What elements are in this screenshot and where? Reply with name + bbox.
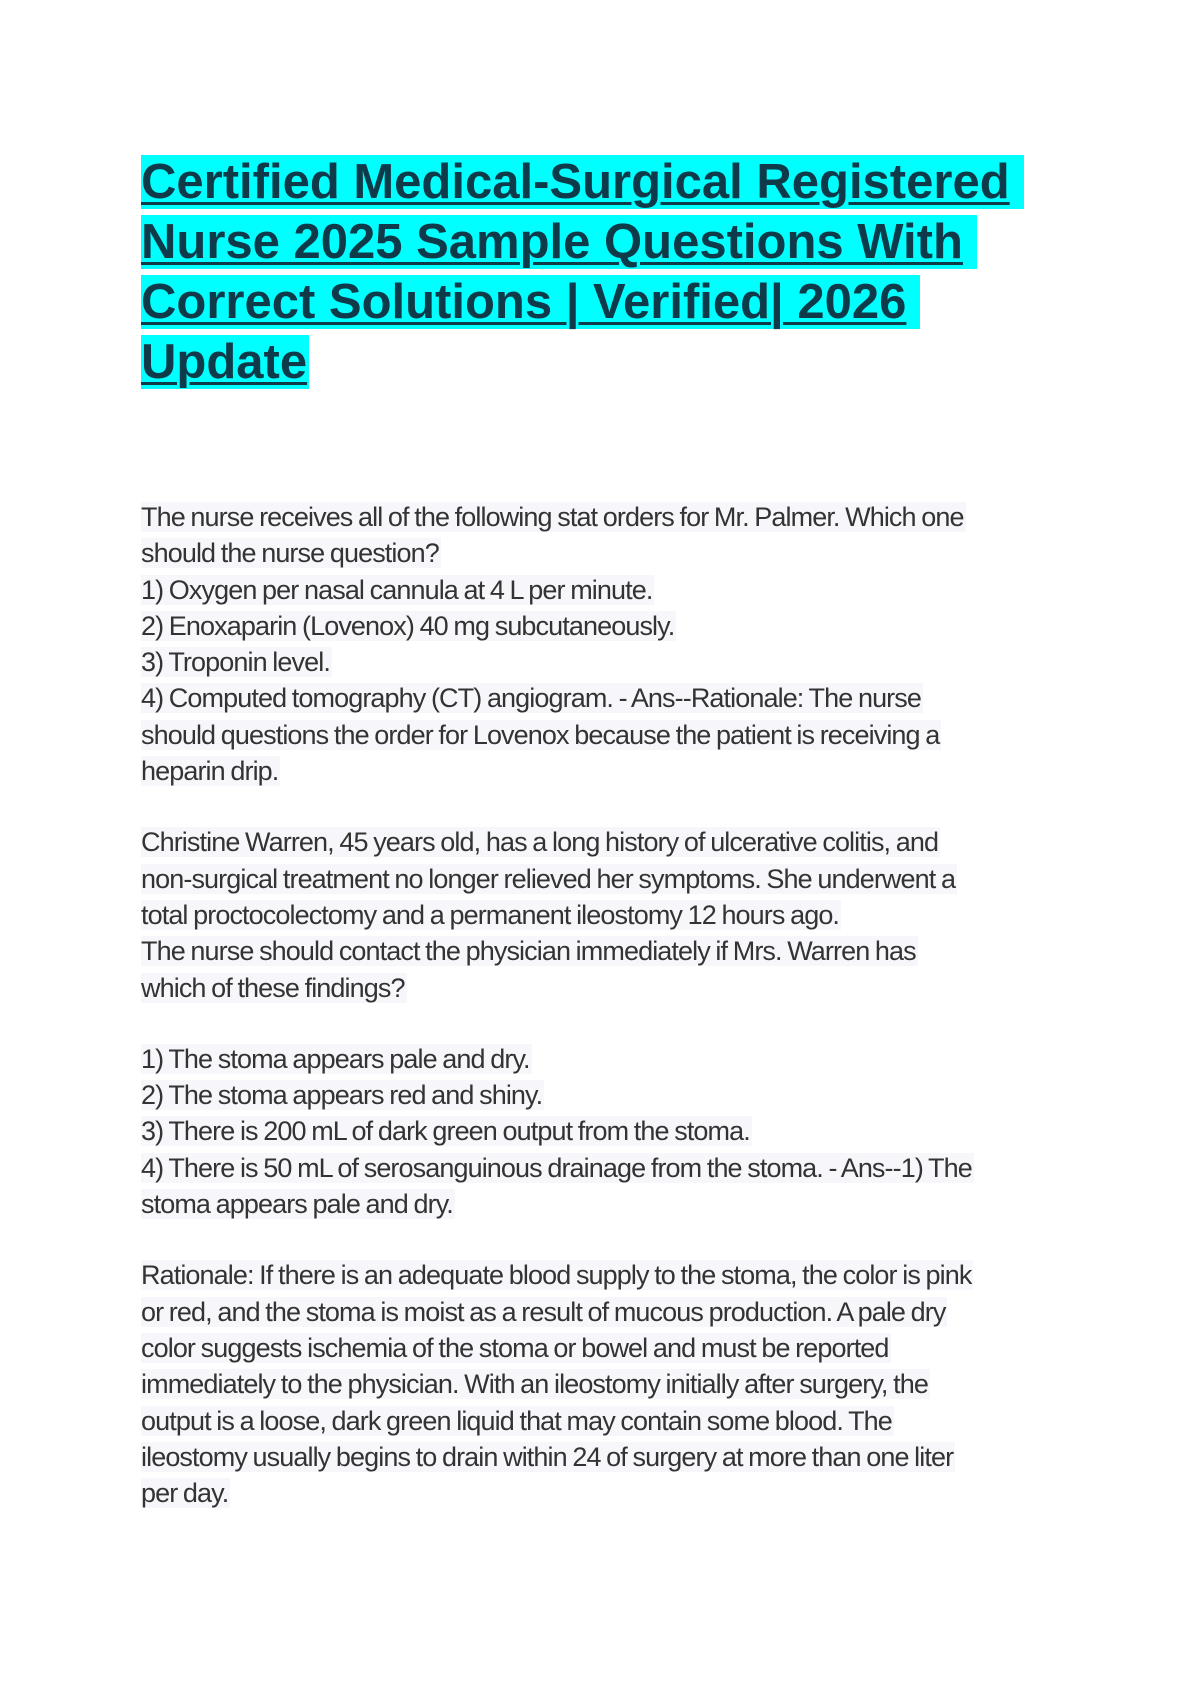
answer-option: 2) Enoxaparin (Lovenox) 40 mg subcutaneously.	[141, 610, 675, 641]
question-line: The nurse receives all of the following stat orders for Mr. Palmer. Which one	[141, 502, 964, 532]
question-1	[141, 499, 1081, 789]
title-line: Correct Solutions | Verified| 2026	[141, 272, 1021, 332]
paragraph-gap	[141, 1222, 1081, 1257]
title-line: Nurse 2025 Sample Questions With	[141, 212, 1021, 272]
rationale-line: color suggests ischemia of the stoma or bowel and must be reported	[141, 1332, 889, 1363]
answer-line: stoma appears pale and dry.	[141, 1189, 453, 1220]
document-body	[141, 499, 1081, 1511]
question-line: Christine Warren, 45 years old, has a long history of ulcerative colitis, and	[141, 827, 939, 858]
document-title	[141, 152, 1021, 392]
question-line: The nurse should contact the physician immediately if Mrs. Warren has	[141, 936, 916, 967]
rationale-line: should questions the order for Lovenox because the patient is receiving a	[141, 719, 940, 750]
answer-option: 4) Computed tomography (CT) angiogram. - Ans--Rationale: The nurse	[141, 683, 921, 714]
title-line: Certified Medical-Surgical Registered	[141, 152, 1021, 212]
question-line: total proctocolectomy and a permanent ileostomy 12 hours ago.	[141, 899, 840, 930]
answer-option: 3) Troponin level.	[141, 647, 330, 678]
question-line: which of these findings?	[141, 972, 405, 1003]
rationale-line: Rationale: If there is an adequate blood supply to the stoma, the color is pink	[141, 1260, 972, 1291]
answer-option: 3) There is 200 mL of dark green output from the stoma.	[141, 1116, 750, 1147]
question-line: should the nurse question?	[141, 538, 439, 569]
rationale-line: or red, and the stoma is moist as a result of mucous production. A pale dry	[141, 1296, 946, 1327]
question-line: non-surgical treatment no longer relieved her symptoms. She underwent a	[141, 863, 956, 894]
answer-option: 1) Oxygen per nasal cannula at 4 L per minute.	[141, 574, 653, 605]
answer-option: 2) The stoma appears red and shiny.	[141, 1080, 543, 1111]
paragraph-gap	[141, 1006, 1081, 1041]
rationale-line: output is a loose, dark green liquid that may contain some blood. The	[141, 1405, 892, 1436]
rationale-line: immediately to the physician. With an ileostomy initially after surgery, the	[141, 1369, 928, 1400]
title-line: Update	[141, 335, 308, 389]
rationale-line: ileostomy usually begins to drain within 24 of surgery at more than one liter	[141, 1441, 954, 1472]
answer-option: 4) There is 50 mL of serosanguinous drainage from the stoma. - Ans--1) The	[141, 1152, 972, 1183]
rationale-line: heparin drip.	[141, 756, 279, 787]
rationale-line: per day.	[141, 1478, 229, 1509]
question-2	[141, 824, 1081, 1511]
answer-option: 1) The stoma appears pale and dry.	[141, 1043, 530, 1074]
paragraph-gap	[141, 789, 1081, 824]
